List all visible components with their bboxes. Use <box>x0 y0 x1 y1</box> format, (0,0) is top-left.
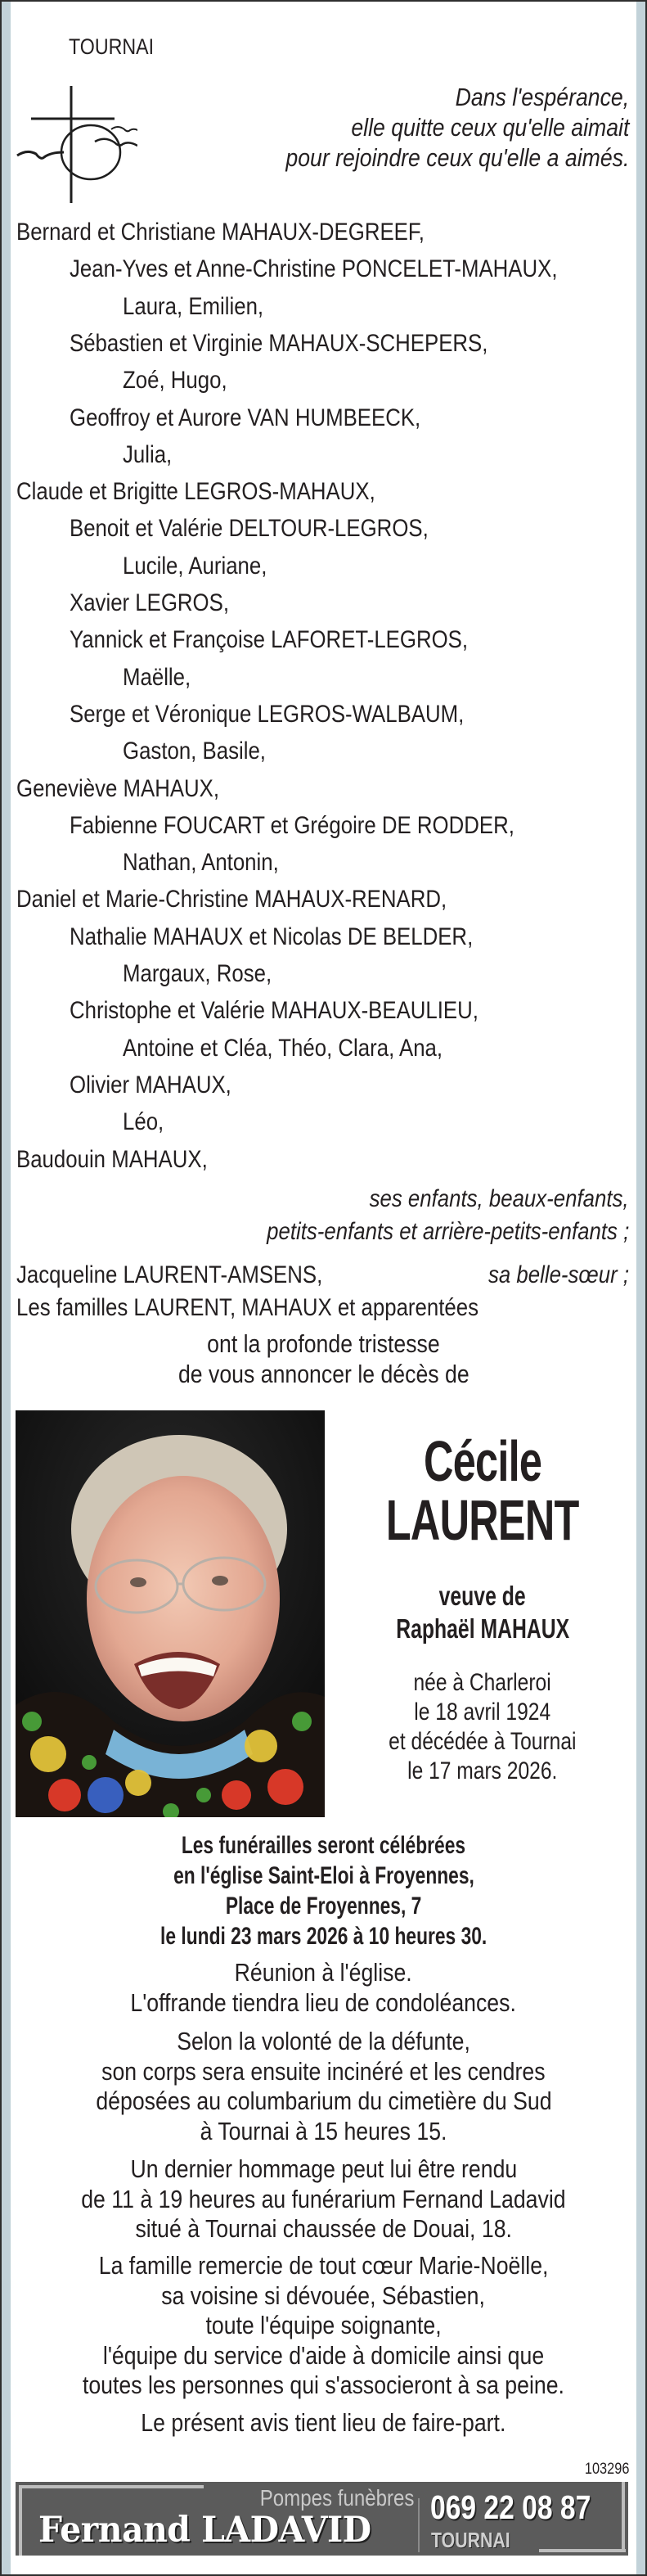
paragraph-thanks <box>10 2251 637 2401</box>
paragraph-line: son corps sera ensuite incinéré et les cendres <box>101 2056 546 2086</box>
children-role-line: ses enfants, beaux-enfants, <box>370 1185 629 1212</box>
paragraph-line: situé à Tournai chaussée de Douai, 18. <box>135 2214 512 2243</box>
funeral-home-banner <box>16 2482 628 2556</box>
family-member-line: Maëlle, <box>123 664 191 691</box>
paragraph-cremation <box>10 2027 637 2146</box>
family-member-line: Nathan, Antonin, <box>123 849 279 876</box>
bio-line: née à Charleroi <box>413 1669 552 1696</box>
paragraph-line: sa voisine si dévouée, Sébastien, <box>161 2281 486 2310</box>
banner-town: TOURNAI <box>431 2528 510 2552</box>
epigraph <box>56 82 629 173</box>
paragraph-line: toutes les personnes qui s'associeront à sa peine. <box>82 2371 565 2399</box>
paragraph-line: L'offrande tiendra lieu de condoléances. <box>130 1987 517 2017</box>
family-member-line: Geoffroy et Aurore VAN HUMBEECK, <box>70 404 421 431</box>
reference-number: 103296 <box>584 2461 629 2478</box>
funeral-line: Les funérailles seront célébrées <box>181 1832 466 1859</box>
family-member-line: Antoine et Cléa, Théo, Clara, Ana, <box>123 1035 443 1062</box>
banner-subtitle: Pompes funèbres <box>259 2485 414 2511</box>
family-member-line: Benoit et Valérie DELTOUR-LEGROS, <box>70 515 429 542</box>
paragraph-line: à Tournai à 15 heures 15. <box>200 2116 447 2145</box>
families-line: Les familles LAURENT, MAHAUX et apparentées <box>16 1294 479 1321</box>
family-member-line: Baudouin MAHAUX, <box>16 1146 208 1173</box>
announcement-line: ont la profonde tristesse <box>207 1329 440 1358</box>
family-member-line: Christophe et Valérie MAHAUX-BEAULIEU, <box>70 997 479 1024</box>
banner-phone[interactable]: 069 22 08 87 <box>430 2488 591 2526</box>
family-member-line: Xavier LEGROS, <box>70 589 230 616</box>
right-border-strip <box>636 2 645 2574</box>
family-member-line: Olivier MAHAUX, <box>70 1071 231 1099</box>
funeral-line: en l'église Saint-Eloi à Froyennes, <box>173 1862 474 1889</box>
announcement-line: de vous annoncer le décès de <box>177 1359 470 1388</box>
paragraph-tribute <box>10 2154 637 2244</box>
funeral-line: Place de Froyennes, 7 <box>225 1893 422 1920</box>
paragraph-meeting <box>10 1958 637 2018</box>
children-role-line: petits-enfants et arrière-petits-enfants ; <box>266 1218 629 1245</box>
family-member-line: Claude et Brigitte LEGROS-MAHAUX, <box>16 478 375 505</box>
epigraph-line: Dans l'espérance, <box>455 83 629 111</box>
family-member-line: Daniel et Marie-Christine MAHAUX-RENARD, <box>16 886 447 913</box>
bio-line: le 18 avril 1924 <box>414 1699 551 1726</box>
family-member-line: Julia, <box>123 441 173 468</box>
family-member-line: Gaston, Basile, <box>123 738 266 765</box>
portrait-photo <box>16 1410 325 1817</box>
family-member-line: Léo, <box>123 1108 164 1135</box>
epigraph-line: elle quitte ceux qu'elle aimait <box>350 113 629 142</box>
paragraph-line: Selon la volonté de la défunte, <box>177 2027 470 2055</box>
deceased-info <box>327 1431 638 1786</box>
announcement <box>10 1329 637 1389</box>
epigraph-line: pour rejoindre ceux qu'elle a aimés. <box>285 143 629 172</box>
deceased-first-name: Cécile <box>423 1429 542 1493</box>
banner-separator <box>418 2498 420 2552</box>
banner-frame-line <box>622 2482 625 2552</box>
paragraph-line: Réunion à l'église. <box>234 1958 413 1987</box>
deceased-last-name: LAURENT <box>386 1488 579 1552</box>
banner-frame-line <box>19 2485 22 2556</box>
bio-line: et décédée à Tournai <box>389 1728 577 1755</box>
funeral-details <box>10 1830 637 1951</box>
sister-in-law-name: Jacqueline LAURENT-AMSENS, <box>16 1261 323 1288</box>
family-member-line: Serge et Véronique LEGROS-WALBAUM, <box>70 701 465 728</box>
family-member-line: Lucile, Auriane, <box>123 553 267 580</box>
paragraph-notice <box>10 2408 637 2438</box>
paragraph-line: l'équipe du service d'aide à domicile ainsi que <box>102 2340 545 2370</box>
banner-frame-line <box>539 2549 626 2552</box>
family-member-line: Zoé, Hugo, <box>123 367 227 394</box>
paragraph-line: La famille remercie de tout cœur Marie-Noëlle, <box>98 2251 549 2280</box>
paragraph-line: Un dernier hommage peut lui être rendu <box>130 2154 517 2183</box>
portrait-illustration <box>16 1410 325 1817</box>
spouse-name: Raphaël MAHAUX <box>396 1613 569 1644</box>
bio-line: le 17 mars 2026. <box>407 1757 558 1784</box>
widow-label: veuve de <box>439 1581 526 1611</box>
family-member-line: Bernard et Christiane MAHAUX-DEGREEF, <box>16 219 425 246</box>
paragraph-line: toute l'équipe soignante, <box>205 2311 442 2339</box>
family-member-line: Fabienne FOUCART et Grégoire DE RODDER, <box>70 812 514 839</box>
paragraph-line: Le présent avis tient lieu de faire-part. <box>141 2408 506 2437</box>
family-member-line: Laura, Emilien, <box>123 293 264 320</box>
town-heading: TOURNAI <box>69 34 155 59</box>
family-member-line: Yannick et Françoise LAFORET-LEGROS, <box>70 626 469 653</box>
family-member-line: Nathalie MAHAUX et Nicolas DE BELDER, <box>70 923 474 950</box>
sister-in-law-role: sa belle-sœur ; <box>487 1261 629 1288</box>
banner-company-name: Fernand LADAVID <box>38 2510 371 2551</box>
paragraph-line: déposées au columbarium du cimetière du Sud <box>95 2087 552 2115</box>
family-member-line: Sébastien et Virginie MAHAUX-SCHEPERS, <box>70 330 488 357</box>
family-member-line: Jean-Yves et Anne-Christine PONCELET-MAHAUX, <box>70 255 558 282</box>
family-member-line: Geneviève MAHAUX, <box>16 775 220 802</box>
banner-frame-line <box>19 2485 204 2488</box>
paragraph-line: de 11 à 19 heures au funérarium Fernand Ladavid <box>81 2184 566 2213</box>
funeral-line: le lundi 23 mars 2026 à 10 heures 30. <box>160 1923 487 1950</box>
family-member-line: Margaux, Rose, <box>123 960 272 987</box>
